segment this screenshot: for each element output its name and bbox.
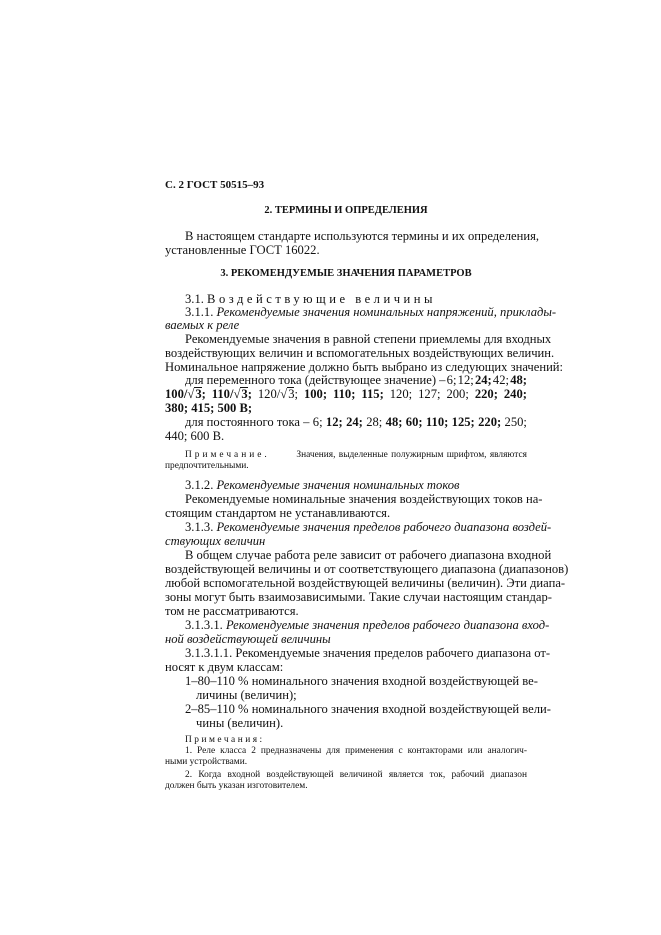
dc-value: 6; <box>312 415 323 429</box>
subsection-3-1-3-1-heading <box>185 618 550 632</box>
note-text: Значения, выделенные полужирным шрифтом, являются <box>296 450 527 460</box>
dc-value: 12; <box>325 415 343 429</box>
class-1-line-1: 1–80–110 % номинального значения входной воздействующей ве- <box>185 674 538 688</box>
subsection-3-1-1-title: Рекомендуемые значения номинальных напряжений, приклады- <box>216 305 557 319</box>
subsection-3-1-2-heading <box>185 478 527 492</box>
body-line: 3.1.3.1.1. Рекомендуемые значения пределов рабочего диапазона от- <box>185 646 551 660</box>
subsection-3-1-1-number: 3.1.1. <box>185 305 214 319</box>
body-line: Номинальное напряжение должно быть выбрано из следующих значений: <box>165 360 564 374</box>
dc-values-line-2: 440; 600 В. <box>165 429 225 443</box>
subsection-3-1-title: Воздействующие величины <box>207 292 436 306</box>
dc-values-line-1 <box>185 415 527 429</box>
ac-value: 120; <box>389 387 413 401</box>
subsection-3-1-3-1-title-cont: ной воздействующей величины <box>165 632 331 646</box>
dc-value: 48; <box>385 415 403 429</box>
subsection-3-1-3-title: Рекомендуемые значения пределов рабочего диапазона воздей- <box>216 520 552 534</box>
body-line: любой вспомогательной воздействующей величины (величин). Эти диапа- <box>165 576 566 590</box>
body-line: том не рассматриваются. <box>165 604 299 618</box>
ac-value: 42; <box>492 373 510 387</box>
subsection-3-1-2-title: Рекомендуемые значения номинальных токов <box>216 478 460 492</box>
ac-value: 120/√3; <box>257 387 298 401</box>
dc-intro: для постоянного тока – <box>185 415 310 429</box>
note-label: Примечание. <box>185 450 270 460</box>
ac-values-line-2 <box>165 387 527 401</box>
ac-value: 48; <box>510 373 527 387</box>
dc-value: 110; <box>425 415 449 429</box>
ac-value: 110; <box>333 387 356 401</box>
ac-intro: для переменного тока (действующее значение) – <box>185 373 446 387</box>
notes-label: Примечания: <box>185 735 265 745</box>
ac-value: 200; <box>446 387 469 401</box>
dc-value: 28; <box>366 415 383 429</box>
subsection-3-1-3-title-cont: ствующих величин <box>165 534 266 548</box>
ac-value: 110/√3; <box>211 387 252 401</box>
notes-item-2-line-1: 2. Когда входной воздействующей величиной является ток, рабочий диапазон <box>185 770 527 780</box>
section-2-text-line-2: установленные ГОСТ 16022. <box>165 243 320 257</box>
body-line: Рекомендуемые значения в равной степени приемлемы для входных <box>185 332 552 346</box>
ac-value: 6; <box>446 373 457 387</box>
body-line: воздействующих величин и вспомогательных воздействующих величин. <box>165 346 555 360</box>
page-header: С. 2 ГОСТ 50515–93 <box>165 179 265 191</box>
notes-item-1-line-1: 1. Реле класса 2 предназначены для применения с контакторами или аналогич- <box>185 746 527 756</box>
ac-values-line-1 <box>185 373 527 387</box>
dc-value: 24; <box>346 415 363 429</box>
ac-value: 12; <box>457 373 474 387</box>
class-1-line-2: личины (величин); <box>196 688 297 702</box>
section-3-title: 3. РЕКОМЕНДУЕМЫЕ ЗНАЧЕНИЯ ПАРАМЕТРОВ <box>220 268 472 279</box>
note-line-1 <box>185 450 527 461</box>
subsection-3-1-3-heading <box>185 520 552 534</box>
subsection-3-1-3-1-title: Рекомендуемые значения пределов рабочего диапазона вход- <box>225 618 550 632</box>
body-line: воздействующей величины и от соответствующего диапазона (диапазонов) <box>165 562 569 576</box>
notes-item-1-line-2: ными устройствами. <box>165 757 248 767</box>
ac-values-line-3: 380; 415; 500 В; <box>165 401 253 415</box>
subsection-3-1-2-number: 3.1.2. <box>185 478 214 492</box>
ac-value: 127; <box>418 387 441 401</box>
subsection-3-1-3-number: 3.1.3. <box>185 520 214 534</box>
ac-value: 240; <box>503 387 527 401</box>
class-2-line-2: чины (величин). <box>196 716 284 730</box>
body-line: стоящим стандартом не устанавливаются. <box>165 506 391 520</box>
ac-value: 100; <box>303 387 328 401</box>
body-line: зоны могут быть взаимозависимыми. Такие случаи настоящим стандар- <box>165 590 552 604</box>
ac-value: 220; <box>474 387 498 401</box>
ac-value: 115; <box>361 387 384 401</box>
section-2-text-line-1: В настоящем стандарте используются термины и их определения, <box>185 229 540 243</box>
subsection-3-1-number: 3.1. <box>185 292 204 306</box>
body-line: носят к двум классам: <box>165 660 284 674</box>
subsection-3-1-3-1-number: 3.1.3.1. <box>185 618 223 632</box>
body-line: В общем случае работа реле зависит от рабочего диапазона входной <box>185 548 552 562</box>
section-2-title: 2. ТЕРМИНЫ И ОПРЕДЕЛЕНИЯ <box>264 205 428 216</box>
body-line: Рекомендуемые номинальные значения воздействующих токов на- <box>185 492 543 506</box>
notes-item-2-line-2: должен быть указан изготовителем. <box>165 781 308 791</box>
subsection-3-1-1-heading <box>185 305 557 319</box>
note-line-2: предпочтительными. <box>165 461 249 471</box>
dc-value: 250; <box>504 415 527 429</box>
dc-value: 125; <box>451 415 475 429</box>
dc-value: 220; <box>478 415 502 429</box>
subsection-3-1-1-title-cont: ваемых к реле <box>165 318 240 332</box>
ac-value: 24; <box>474 373 492 387</box>
ac-value: 100/√3; <box>165 387 206 401</box>
class-2-line-1: 2–85–110 % номинального значения входной воздействующей вели- <box>185 702 551 716</box>
subsection-3-1-heading <box>185 292 527 306</box>
dc-value: 60; <box>405 415 423 429</box>
